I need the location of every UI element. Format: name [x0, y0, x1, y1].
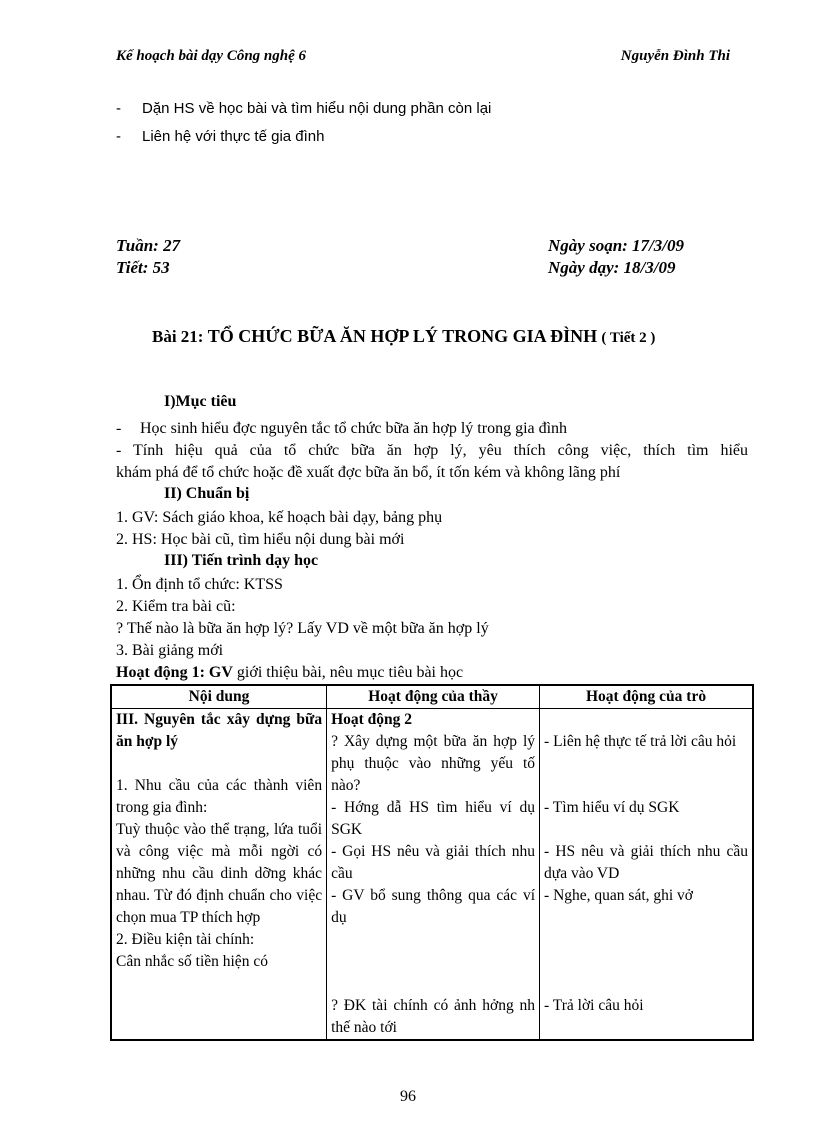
col-header-content: Nội dung [111, 685, 327, 709]
teacher-a1: - Hớng dẫ HS tìm hiểu ví dụ SGK [331, 799, 536, 838]
objectives-heading: I)Mục tiêu [164, 393, 237, 410]
bullet-dash: - [116, 100, 121, 117]
activity-1 [116, 662, 748, 684]
student-r5: - Trả lời câu hỏi [544, 997, 644, 1014]
student-r4: - Nghe, quan sát, ghi vở [544, 887, 694, 904]
week-label: Tuần: 27 [116, 236, 181, 255]
header-right: Nguyễn Đình Thi [620, 48, 730, 64]
teach-date: Ngày dạy: 18/3/09 [548, 258, 676, 277]
content-cell [111, 709, 327, 1041]
lesson-table [110, 684, 754, 1041]
prep-date: Ngày soạn: 17/3/09 [548, 236, 684, 255]
teacher-a3: - GV bổ sung thông qua các ví dụ [331, 887, 536, 926]
title-prefix: Bài 21: [152, 327, 204, 346]
col-header-student: Hoạt động của trò [540, 685, 753, 709]
activity-1-label: Hoạt động 1: GV [116, 664, 233, 681]
procedure-step3: 3. Bài giảng mới [116, 642, 224, 659]
preparation-gv: 1. GV: Sách giáo khoa, kế hoạch bài dạy, bảng phụ [116, 509, 443, 526]
teacher-cell [327, 709, 540, 1041]
page-number: 96 [400, 1088, 416, 1105]
header-left: Kế hoạch bài dạy Công nghệ 6 [116, 48, 307, 64]
period-label: Tiết: 53 [116, 258, 170, 277]
teacher-q1: ? Xây dựng một bữa ăn hợp lý phụ thuộc vào những yếu tố nào? [331, 733, 536, 794]
student-r2: - Tìm hiểu ví dụ SGK [544, 799, 680, 816]
procedure-heading: III) Tiến trình dạy học [164, 552, 319, 569]
student-r1: - Liên hệ thực tế trả lời câu hỏi [544, 733, 737, 750]
teacher-heading: Hoạt động 2 [331, 711, 413, 728]
procedure-question: ? Thế nào là bữa ăn hợp lý? Lấy VD về một bữa ăn hợp lý [116, 620, 489, 637]
bullet-dash: - [116, 128, 121, 145]
lesson-title [152, 326, 655, 347]
student-r3: - HS nêu và giải thích nhu cầu dựa vào VD [544, 843, 748, 882]
procedure-step1: 1. Ổn định tổ chức: KTSS [116, 576, 283, 593]
preparation-heading: II) Chuẩn bị [164, 485, 250, 502]
student-cell [540, 709, 753, 1041]
teacher-a2: - Gọi HS nêu và giải thích nhu cầu [331, 843, 536, 882]
content-p1-text: Tuỳ thuộc vào thể trạng, lứa tuổi và công việc mà mỗi ngời có những nhu cầu dinh dỡng khác nhau. Từ đó định chuẩn cho việc chọn mua TP thích hợp [116, 821, 323, 926]
title-main: TỔ CHỨC BỮA ĂN HỢP LÝ TRONG GIA ĐÌNH [207, 326, 598, 346]
intro-bullet-2: - Liên hệ với thực tế gia đình [116, 128, 325, 145]
activity-1-text: giới thiệu bài, nêu mục tiêu bài học [232, 664, 464, 681]
intro-bullet-1: - Dặn HS về học bài và tìm hiểu nội dung phần còn lại [116, 100, 492, 117]
content-p1-title: 1. Nhu cầu của các thành viên trong gia đình: [116, 777, 323, 816]
title-suffix: ( Tiết 2 ) [601, 330, 656, 346]
content-heading: III. Nguyên tắc xây dựng bữa ăn hợp lý [116, 711, 323, 750]
content-p2-title: 2. Điều kiện tài chính: [116, 931, 255, 948]
col-header-teacher: Hoạt động của thầy [327, 685, 540, 709]
procedure-step2: 2. Kiểm tra bài cũ: [116, 598, 236, 615]
table-row [111, 709, 753, 1041]
objectives-body [116, 418, 748, 484]
teacher-q2: ? ĐK tài chính có ảnh hởng nh thế nào tới [331, 997, 536, 1036]
preparation-hs: 2. HS: Học bài cũ, tìm hiểu nội dung bài mới [116, 531, 405, 548]
objective-line-3: khám phá để tổ chức hoặc đề xuất đợc bữa ăn bổ, ít tốn kém và không lãng phí [116, 464, 621, 481]
content-p2-text: Cân nhắc số tiền hiện có [116, 953, 268, 970]
objective-line-1: - Học sinh hiểu đợc nguyên tắc tổ chức bữa ăn hợp lý trong gia đình [116, 420, 568, 437]
objective-line-2: - Tính hiệu quả của tổ chức bữa ăn hợp lý, yêu thích công việc, thích tìm hiểu [116, 442, 748, 459]
table-header-row [111, 685, 753, 709]
